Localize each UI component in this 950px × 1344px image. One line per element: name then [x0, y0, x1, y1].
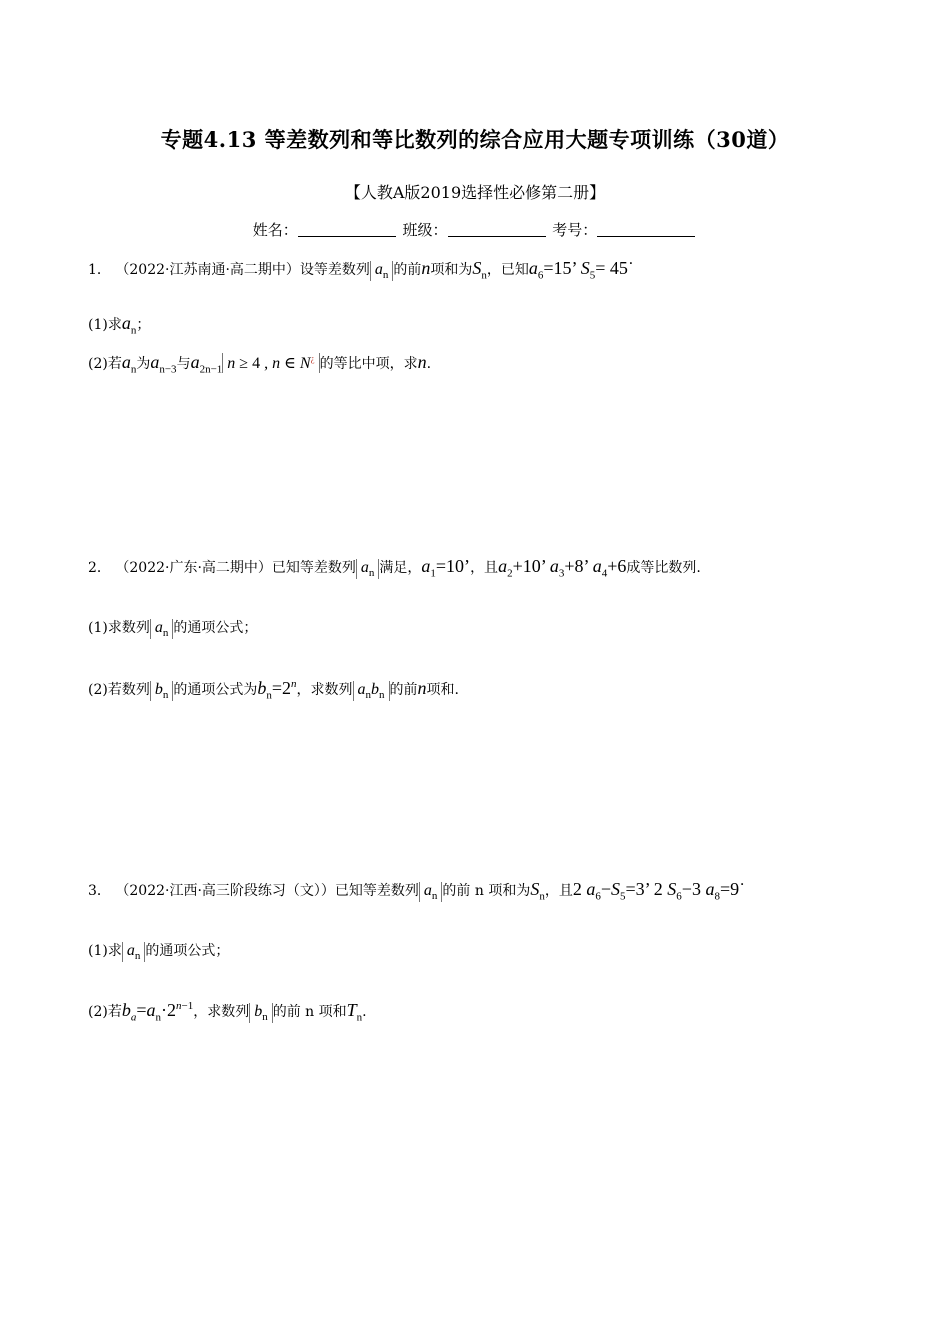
math-seq-a: $a_n$	[356, 559, 380, 579]
math-given: $a_6=15$’ $S_5=$ 45˙	[528, 258, 634, 282]
question-3-source: （2022·江西·高三阶段练习（文））	[115, 883, 335, 899]
q1-text-1: 设等差数列	[299, 262, 370, 278]
math-n: n	[421, 258, 431, 278]
question-1-source: （2022·江苏南通·高二期中）	[115, 262, 300, 278]
q2-part1-text: (1)求数列	[88, 620, 150, 636]
math-Sn: $S_n$	[472, 258, 487, 282]
q1-text-3: 项和为	[430, 262, 473, 278]
math-n: n	[417, 352, 427, 372]
q3-part2-text-b: 的前 n 项和	[272, 1004, 347, 1020]
math-n: n	[417, 678, 427, 698]
q1-text-4: ，已知	[486, 262, 529, 278]
q2-text-2: 满足，	[379, 560, 422, 576]
class-label: 班级：	[402, 221, 448, 239]
q2-part2-text-d: 项和.	[426, 682, 459, 698]
math-an: $a_n$	[121, 352, 137, 376]
q2-part1-end: 的通项公式；	[173, 620, 258, 636]
q1-text-2: 的前	[393, 262, 422, 278]
q2-text-4: 成等比数列.	[626, 560, 701, 576]
math-seq-a: $a_n$	[419, 882, 443, 902]
question-2-stem	[88, 556, 701, 580]
q3-part1-text: (1)求	[88, 943, 122, 959]
question-3-part-2: (2)若$b_a=a_n\cdot 2^{n-1}$，求数列 $b_n$ 的前 n 项和$T_n$.	[88, 1000, 367, 1024]
question-2-part-1	[88, 617, 257, 639]
q3-part2-text: (2)若	[88, 1004, 122, 1020]
math-terms: $a_2+10$’ $a_3+8$’ $a_4+6$	[498, 556, 627, 580]
name-label: 姓名：	[252, 221, 298, 239]
q1-part2-text-a: 为	[136, 356, 151, 372]
math-a2n-1: $a_{2n-1}$	[190, 352, 223, 376]
q1-part2-text-b: 与	[176, 356, 191, 372]
question-2-part-2	[88, 678, 459, 702]
q3-text-3: ，且	[544, 883, 573, 899]
question-3-stem	[88, 879, 745, 903]
math-seq-a: $a_n$	[370, 261, 394, 281]
math-an: $a_n$	[121, 313, 137, 337]
question-1-stem	[88, 258, 634, 282]
q3-text-2: 的前 n 项和为	[442, 883, 531, 899]
student-info-line	[0, 219, 950, 240]
question-3-part-1	[88, 940, 229, 962]
q1-part1-text: (1)求	[88, 317, 122, 333]
math-condition: n ≥ 4 , n ∈ N¿	[222, 353, 319, 373]
q2-text-1: 已知等差数列	[271, 560, 356, 576]
math-seq-a: $a_n$	[122, 942, 146, 962]
question-3-number: 3．	[88, 883, 111, 899]
question-2-number: 2．	[88, 560, 111, 576]
math-bn-formula: $b_a=a_n\cdot 2^{n-1}$	[121, 1000, 194, 1024]
exam-no-label: 考号：	[552, 221, 598, 239]
page-title: 专题4.13 等差数列和等比数列的综合应用大题专项训练（30道）	[160, 127, 790, 152]
q3-part2-text-a: ，求数列	[193, 1004, 250, 1020]
math-a1: $a_1=10$’	[421, 556, 471, 580]
math-bn-formula: $b_n=2^n$	[257, 678, 297, 702]
q1-part2-text-c: 的等比中项，求	[319, 356, 418, 372]
q1-part2-text: (2)若	[88, 356, 122, 372]
question-1-part-1	[88, 313, 150, 337]
q1-part1-end: ；	[136, 317, 151, 333]
math-seq-a: $a_n$	[150, 619, 174, 639]
math-seq-b: $b_n$	[249, 1003, 273, 1023]
question-1-number: 1．	[88, 262, 111, 278]
q2-part2-text-a: 的通项公式为	[173, 682, 258, 698]
exam-no-blank[interactable]	[597, 222, 695, 237]
name-blank[interactable]	[298, 222, 396, 237]
question-1-part-2: (2)若$a_n$为$a_{n-3}$与$a_{2n-1}$ n ≥ 4 , n ∈ N¿ 的等比中项，求n.	[88, 352, 432, 376]
q2-part2-text-b: ，求数列	[296, 682, 353, 698]
q2-part2-text: (2)若数列	[88, 682, 150, 698]
q3-part1-end: 的通项公式；	[145, 943, 230, 959]
math-an-3: $a_{n-3}$	[150, 352, 177, 376]
math-Sn: $S_n$	[530, 879, 545, 903]
q2-text-3: ，且	[470, 560, 499, 576]
question-2-source: （2022·广东·高二期中）	[115, 560, 272, 576]
class-blank[interactable]	[448, 222, 546, 237]
math-given: 2 $a_6-S_5=3$’ 2 $S_6-3$ $a_8=9˙$	[572, 879, 746, 903]
math-seq-b: $b_n$	[150, 681, 174, 701]
math-Tn: $T_n$	[346, 1000, 363, 1024]
math-seq-ab: $a_nb_n$	[353, 681, 390, 701]
q3-text-1: 已知等差数列	[334, 883, 419, 899]
q2-part2-text-c: 的前	[389, 682, 418, 698]
page-subtitle: 【人教A版2019选择性必修第二册】	[344, 183, 606, 202]
